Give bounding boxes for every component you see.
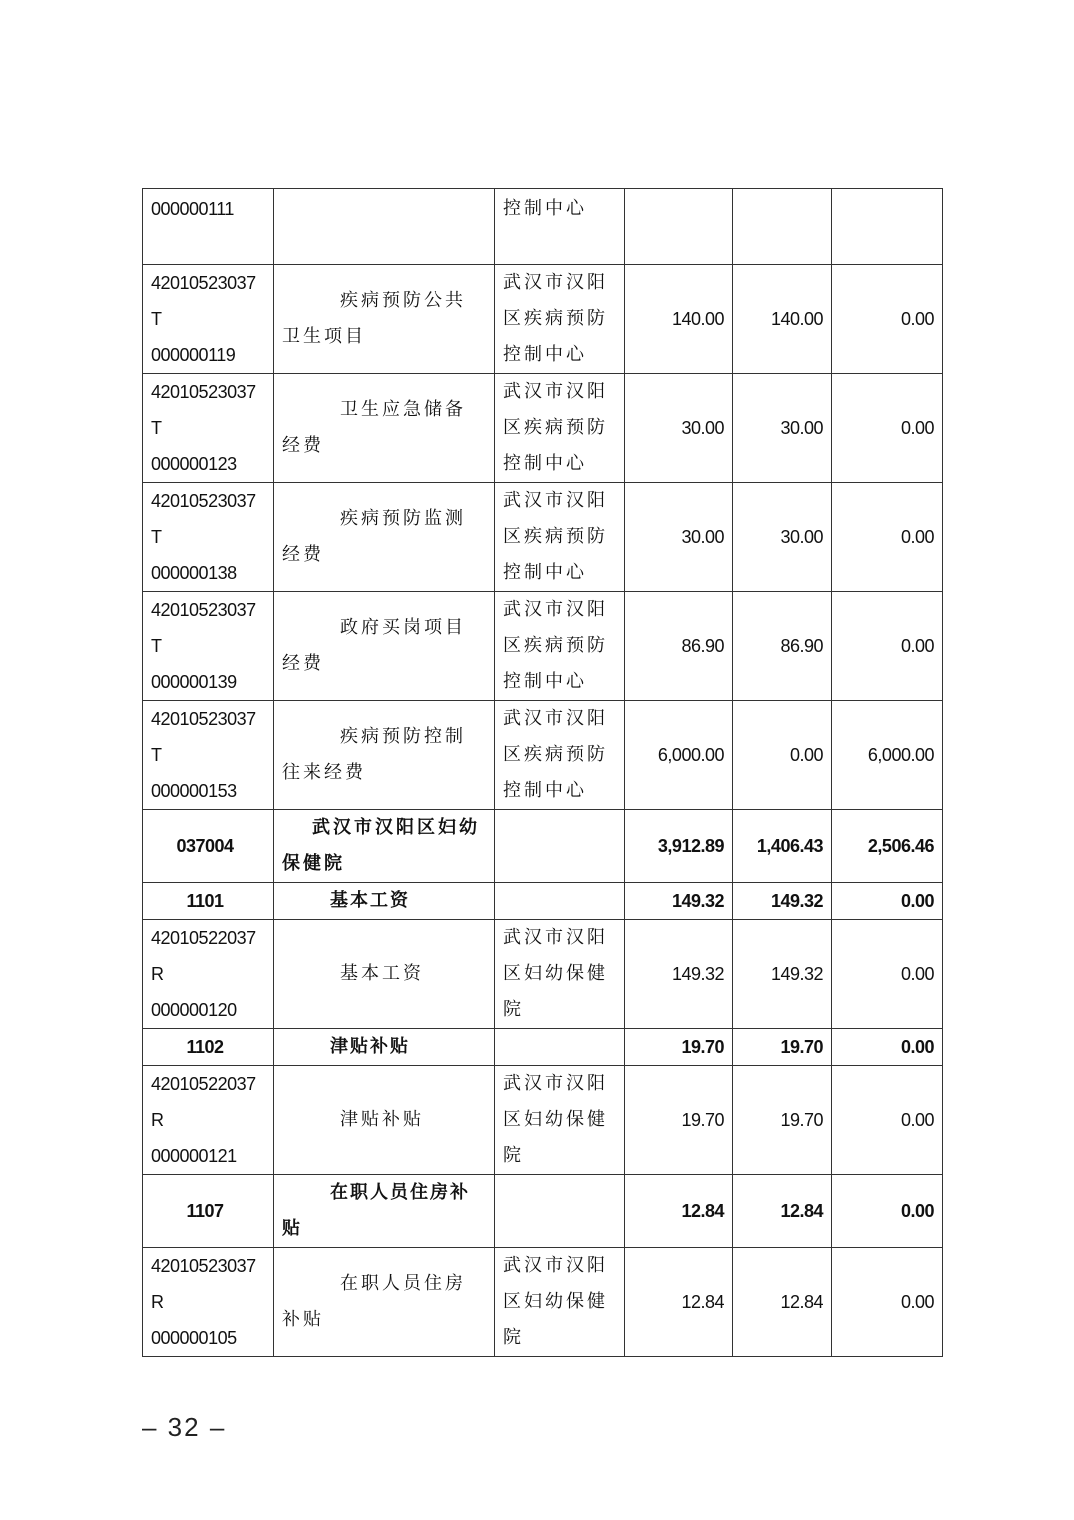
unit-name-cell: 武汉市汉阳区妇幼保健院 [495,1248,625,1357]
total-amount-cell: 30.00 [625,374,733,483]
project-name-cell: 政府买岗项目经费 [274,592,495,701]
carryover-amount-cell: 0.00 [832,592,943,701]
total-amount-cell: 12.84 [625,1248,733,1357]
category-summary-row [143,1175,943,1248]
budget-table [142,188,943,1357]
unit-name-cell: 武汉市汉阳区疾病预防控制中心 [495,483,625,592]
unit-name-cell [495,883,625,920]
project-name-cell [274,189,495,265]
table-row [143,920,943,1029]
total-amount-cell: 140.00 [625,265,733,374]
project-name-cell: 在职人员住房补贴 [274,1248,495,1357]
carryover-amount-cell: 0.00 [832,1029,943,1066]
unit-code-cell: 037004 [143,810,274,883]
unit-name-cell: 武汉市汉阳区妇幼保健院 [495,1066,625,1175]
project-name-cell: 疾病预防监测经费 [274,483,495,592]
carryover-amount-cell: 2,506.46 [832,810,943,883]
carryover-amount-cell: 0.00 [832,1066,943,1175]
total-amount-cell: 19.70 [625,1029,733,1066]
project-code-cell: 000000111 [143,189,274,265]
total-amount-cell: 149.32 [625,920,733,1029]
unit-name-cell: 武汉市汉阳区疾病预防控制中心 [495,374,625,483]
project-code-cell: 42010523037T 000000139 [143,592,274,701]
project-name-cell: 疾病预防公共卫生项目 [274,265,495,374]
carryover-amount-cell: 0.00 [832,483,943,592]
carryover-amount-cell: 0.00 [832,883,943,920]
total-amount-cell: 30.00 [625,483,733,592]
carryover-amount-cell: 0.00 [832,265,943,374]
category-name-cell: 在职人员住房补贴 [274,1175,495,1248]
total-amount-cell: 149.32 [625,883,733,920]
table-row [143,1066,943,1175]
current-year-amount-cell: 1,406.43 [733,810,832,883]
current-year-amount-cell: 149.32 [733,883,832,920]
project-name-cell: 基本工资 [274,920,495,1029]
unit-name-cell [495,1029,625,1066]
page-number: – 32 – [142,1412,227,1442]
current-year-amount-cell: 19.70 [733,1029,832,1066]
unit-name-cell: 武汉市汉阳区疾病预防控制中心 [495,592,625,701]
current-year-amount-cell: 30.00 [733,483,832,592]
category-name-cell: 津贴补贴 [274,1029,495,1066]
carryover-amount-cell: 0.00 [832,1248,943,1357]
category-summary-row [143,1029,943,1066]
project-name-cell: 疾病预防控制往来经费 [274,701,495,810]
current-year-amount-cell: 149.32 [733,920,832,1029]
table-row [143,374,943,483]
total-amount-cell: 86.90 [625,592,733,701]
total-amount-cell [625,189,733,265]
project-code-cell: 42010523037T 000000138 [143,483,274,592]
table-row [143,592,943,701]
table-row [143,189,943,265]
current-year-amount-cell: 140.00 [733,265,832,374]
total-amount-cell: 12.84 [625,1175,733,1248]
category-code-cell: 1107 [143,1175,274,1248]
table-row [143,1248,943,1357]
current-year-amount-cell: 30.00 [733,374,832,483]
carryover-amount-cell: 0.00 [832,1175,943,1248]
current-year-amount-cell: 86.90 [733,592,832,701]
table-row [143,701,943,810]
category-code-cell: 1102 [143,1029,274,1066]
total-amount-cell: 19.70 [625,1066,733,1175]
carryover-amount-cell: 6,000.00 [832,701,943,810]
unit-name-cell [495,1175,625,1248]
project-name-cell: 卫生应急储备经费 [274,374,495,483]
current-year-amount-cell: 12.84 [733,1175,832,1248]
category-code-cell: 1101 [143,883,274,920]
project-code-cell: 42010522037R 000000120 [143,920,274,1029]
carryover-amount-cell: 0.00 [832,920,943,1029]
carryover-amount-cell: 0.00 [832,374,943,483]
carryover-amount-cell [832,189,943,265]
project-code-cell: 42010523037T 000000123 [143,374,274,483]
table-row [143,265,943,374]
category-summary-row [143,883,943,920]
unit-name-cell: 武汉市汉阳区妇幼保健院 [495,920,625,1029]
unit-title-cell: 武汉市汉阳区妇幼保健院 [274,810,495,883]
unit-name-cell: 武汉市汉阳区疾病预防控制中心 [495,701,625,810]
current-year-amount-cell [733,189,832,265]
category-name-cell: 基本工资 [274,883,495,920]
unit-name-cell [495,810,625,883]
unit-name-cell: 武汉市汉阳区疾病预防控制中心 [495,265,625,374]
unit-name-cell: 控制中心 [495,189,625,265]
project-name-cell: 津贴补贴 [274,1066,495,1175]
project-code-cell: 42010523037R 000000105 [143,1248,274,1357]
table-row [143,483,943,592]
current-year-amount-cell: 12.84 [733,1248,832,1357]
current-year-amount-cell: 0.00 [733,701,832,810]
total-amount-cell: 6,000.00 [625,701,733,810]
project-code-cell: 42010522037R 000000121 [143,1066,274,1175]
project-code-cell: 42010523037T 000000119 [143,265,274,374]
total-amount-cell: 3,912.89 [625,810,733,883]
current-year-amount-cell: 19.70 [733,1066,832,1175]
project-code-cell: 42010523037T 000000153 [143,701,274,810]
unit-summary-row [143,810,943,883]
